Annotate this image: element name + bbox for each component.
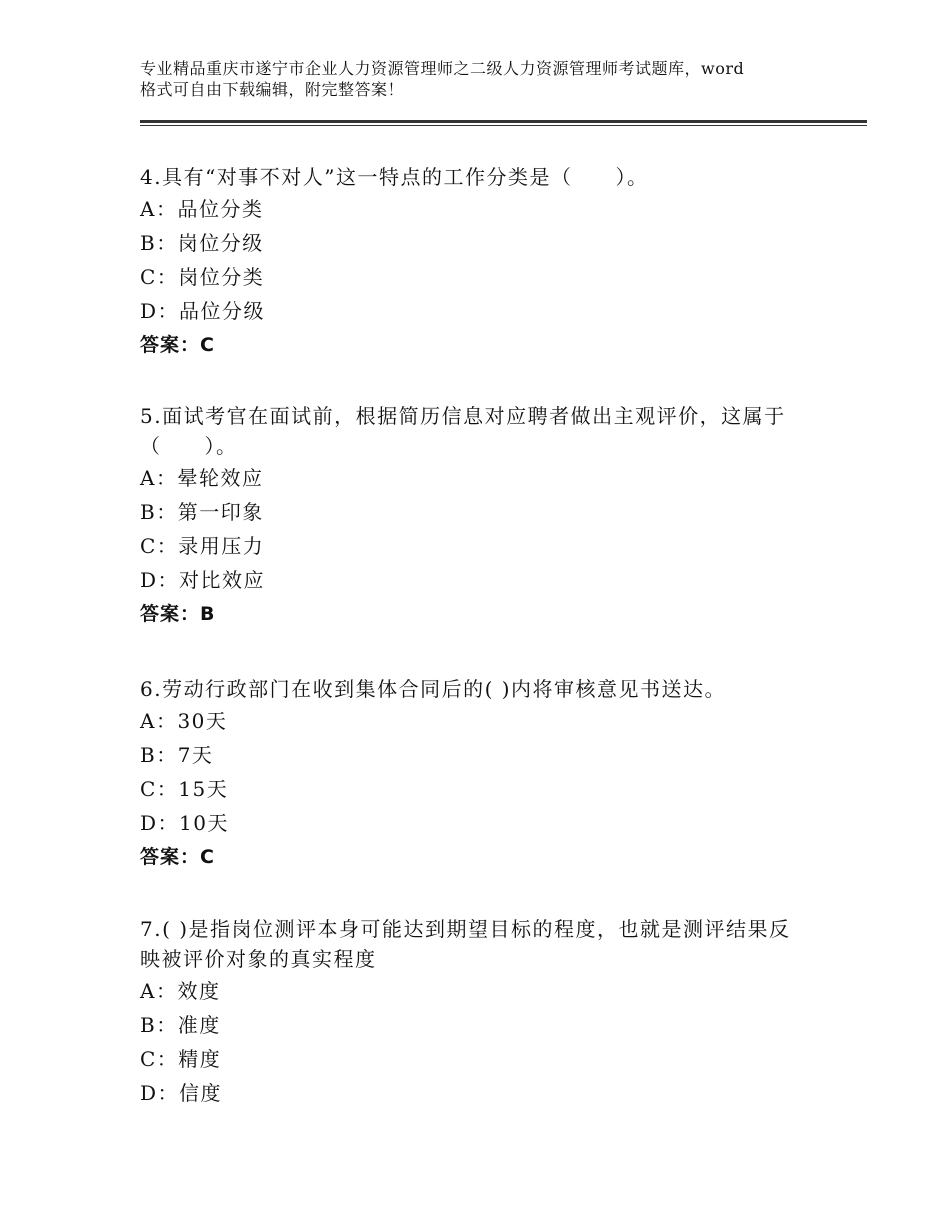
option-d: D：对比效应 — [140, 568, 266, 592]
question-stem-line: 4.具有“对事不对人”这一特点的工作分类是（ ）。 — [140, 165, 649, 189]
option-a: A：品位分类 — [140, 197, 264, 221]
question-stem-line: 映被评价对象的真实程度 — [140, 947, 377, 971]
question-stem-line: 7.( )是指岗位测评本身可能达到期望目标的程度，也就是测评结果反 — [140, 917, 791, 941]
question-stem — [140, 401, 840, 461]
question-stem — [140, 914, 840, 974]
question-stem-line: 5.面试考官在面试前，根据简历信息对应聘者做出主观评价，这属于 — [140, 404, 786, 428]
option-c: C：岗位分类 — [140, 265, 265, 289]
option-c: C：精度 — [140, 1047, 222, 1071]
option-c: C：录用压力 — [140, 534, 265, 558]
option-d: D：10天 — [140, 811, 229, 835]
question-7 — [140, 914, 840, 1110]
question-4 — [140, 162, 840, 362]
header-divider-thin — [140, 125, 867, 126]
question-5 — [140, 401, 840, 631]
header-line-1: 专业精品重庆市遂宁市企业人力资源管理师之二级人力资源管理师考试题库，word — [140, 59, 745, 78]
question-stem — [140, 162, 840, 192]
option-c: C：15天 — [140, 777, 229, 801]
answer: 答案：B — [140, 603, 216, 625]
option-a: A：晕轮效应 — [140, 466, 264, 490]
option-b: B：7天 — [140, 743, 214, 767]
option-b: B：岗位分级 — [140, 231, 264, 255]
option-b: B：第一印象 — [140, 500, 264, 524]
option-a: A：效度 — [140, 979, 221, 1003]
answer: 答案：C — [140, 846, 215, 868]
question-stem-line: 6.劳动行政部门在收到集体合同后的( )内将审核意见书送达。 — [140, 677, 727, 701]
question-6 — [140, 674, 840, 874]
option-d: D：信度 — [140, 1081, 223, 1105]
option-d: D：品位分级 — [140, 299, 266, 323]
header-divider-thick — [140, 120, 867, 123]
page-header — [140, 58, 840, 100]
question-stem — [140, 674, 840, 704]
option-b: B：准度 — [140, 1013, 221, 1037]
answer: 答案：C — [140, 334, 215, 356]
option-a: A：30天 — [140, 709, 228, 733]
header-line-2: 格式可自由下载编辑，附完整答案！ — [140, 80, 405, 99]
question-stem-line: （ ）。 — [140, 434, 238, 458]
